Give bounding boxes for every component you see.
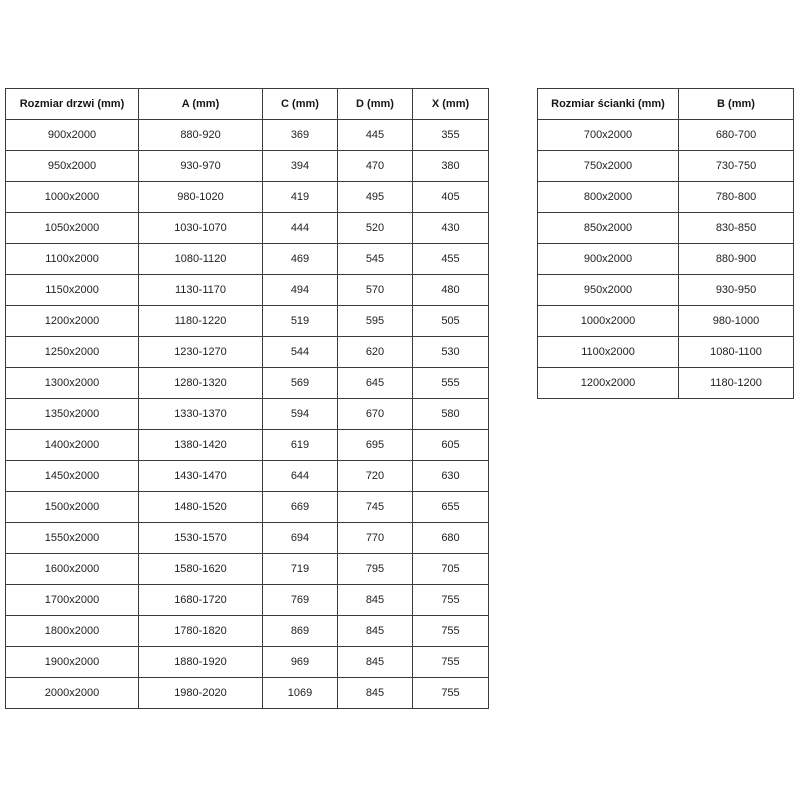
table-row [6,523,489,554]
table-cell: 969 [263,647,338,678]
table-cell: 1300x2000 [6,368,139,399]
table-cell: 1700x2000 [6,585,139,616]
table-row [6,151,489,182]
table-cell: 770 [338,523,413,554]
table-row [6,585,489,616]
table-cell: 755 [413,616,489,647]
table-cell: 605 [413,430,489,461]
table-cell: 444 [263,213,338,244]
table-cell: 519 [263,306,338,337]
table-cell: 980-1000 [679,306,794,337]
table-cell: 1100x2000 [538,337,679,368]
table-cell: 1530-1570 [139,523,263,554]
table-row [538,368,794,399]
table-cell: 1800x2000 [6,616,139,647]
table-cell: 580 [413,399,489,430]
table-cell: 455 [413,244,489,275]
table-cell: 394 [263,151,338,182]
column-header: Rozmiar ścianki (mm) [538,89,679,120]
table-cell: 900x2000 [538,244,679,275]
table-cell: 780-800 [679,182,794,213]
table-cell: 545 [338,244,413,275]
table-cell: 644 [263,461,338,492]
table-cell: 1580-1620 [139,554,263,585]
table-cell: 1180-1200 [679,368,794,399]
table-cell: 1280-1320 [139,368,263,399]
table-cell: 1780-1820 [139,616,263,647]
table-cell: 745 [338,492,413,523]
table-cell: 845 [338,678,413,709]
table-cell: 930-970 [139,151,263,182]
table-row [6,399,489,430]
table-cell: 594 [263,399,338,430]
table-row [6,213,489,244]
table-cell: 1069 [263,678,338,709]
table-cell: 505 [413,306,489,337]
table-cell: 1100x2000 [6,244,139,275]
table-cell: 494 [263,275,338,306]
table-cell: 845 [338,585,413,616]
table-cell: 495 [338,182,413,213]
table-cell: 930-950 [679,275,794,306]
table-cell: 705 [413,554,489,585]
table-cell: 570 [338,275,413,306]
table-cell: 355 [413,120,489,151]
table-cell: 980-1020 [139,182,263,213]
table-cell: 750x2000 [538,151,679,182]
table-cell: 900x2000 [6,120,139,151]
table-row [538,275,794,306]
table-cell: 730-750 [679,151,794,182]
table-row [6,337,489,368]
table-row [6,492,489,523]
table-cell: 1400x2000 [6,430,139,461]
table-cell: 769 [263,585,338,616]
table-cell: 694 [263,523,338,554]
table-cell: 1000x2000 [6,182,139,213]
table-cell: 369 [263,120,338,151]
table-cell: 2000x2000 [6,678,139,709]
table-cell: 530 [413,337,489,368]
table-row [538,151,794,182]
table-cell: 700x2000 [538,120,679,151]
table-cell: 1880-1920 [139,647,263,678]
table-cell: 445 [338,120,413,151]
table-row [538,244,794,275]
table-cell: 569 [263,368,338,399]
table-row [6,182,489,213]
table-cell: 880-920 [139,120,263,151]
header-row [538,89,794,120]
table-cell: 950x2000 [6,151,139,182]
table-cell: 470 [338,151,413,182]
table-row [6,554,489,585]
table-cell: 719 [263,554,338,585]
table-cell: 619 [263,430,338,461]
table-cell: 430 [413,213,489,244]
table-row [6,244,489,275]
column-header: D (mm) [338,89,413,120]
column-header: X (mm) [413,89,489,120]
table-cell: 755 [413,585,489,616]
table-cell: 1230-1270 [139,337,263,368]
table-row [6,616,489,647]
table-cell: 1050x2000 [6,213,139,244]
door-size-table [5,88,489,709]
table-cell: 755 [413,678,489,709]
table-cell: 1200x2000 [538,368,679,399]
table-cell: 419 [263,182,338,213]
table-cell: 520 [338,213,413,244]
table-cell: 1180-1220 [139,306,263,337]
table-row [538,120,794,151]
table-cell: 380 [413,151,489,182]
table-cell: 1680-1720 [139,585,263,616]
table-cell: 795 [338,554,413,585]
table-row [6,275,489,306]
table-cell: 1500x2000 [6,492,139,523]
table-cell: 1330-1370 [139,399,263,430]
table-cell: 655 [413,492,489,523]
table-row [538,213,794,244]
table-cell: 595 [338,306,413,337]
table-cell: 755 [413,647,489,678]
table-cell: 1000x2000 [538,306,679,337]
table-cell: 469 [263,244,338,275]
table-row [538,337,794,368]
wall-size-table [537,88,794,399]
table-cell: 950x2000 [538,275,679,306]
table-cell: 680-700 [679,120,794,151]
table-cell: 845 [338,616,413,647]
table-cell: 555 [413,368,489,399]
table-row [6,306,489,337]
table-cell: 720 [338,461,413,492]
table-cell: 1900x2000 [6,647,139,678]
table-cell: 1250x2000 [6,337,139,368]
table-cell: 405 [413,182,489,213]
table-cell: 850x2000 [538,213,679,244]
table-row [6,368,489,399]
table-row [538,306,794,337]
table-cell: 1130-1170 [139,275,263,306]
table-cell: 1380-1420 [139,430,263,461]
table-row [6,678,489,709]
column-header: A (mm) [139,89,263,120]
table-cell: 1080-1120 [139,244,263,275]
table-cell: 1550x2000 [6,523,139,554]
header-row [6,89,489,120]
column-header: B (mm) [679,89,794,120]
table-cell: 845 [338,647,413,678]
table-cell: 1600x2000 [6,554,139,585]
table-cell: 1450x2000 [6,461,139,492]
table-cell: 880-900 [679,244,794,275]
table-cell: 800x2000 [538,182,679,213]
table-cell: 645 [338,368,413,399]
table-row [6,647,489,678]
table-cell: 480 [413,275,489,306]
table-cell: 670 [338,399,413,430]
column-header: Rozmiar drzwi (mm) [6,89,139,120]
table-cell: 620 [338,337,413,368]
table-cell: 1430-1470 [139,461,263,492]
table-cell: 1980-2020 [139,678,263,709]
table-row [6,461,489,492]
table-row [6,120,489,151]
table-cell: 830-850 [679,213,794,244]
column-header: C (mm) [263,89,338,120]
table-row [538,182,794,213]
table-row [6,430,489,461]
table-cell: 1080-1100 [679,337,794,368]
table-cell: 630 [413,461,489,492]
table-cell: 1200x2000 [6,306,139,337]
table-cell: 1480-1520 [139,492,263,523]
table-cell: 695 [338,430,413,461]
table-cell: 680 [413,523,489,554]
table-cell: 1150x2000 [6,275,139,306]
table-cell: 669 [263,492,338,523]
table-cell: 544 [263,337,338,368]
table-cell: 869 [263,616,338,647]
table-cell: 1030-1070 [139,213,263,244]
table-cell: 1350x2000 [6,399,139,430]
